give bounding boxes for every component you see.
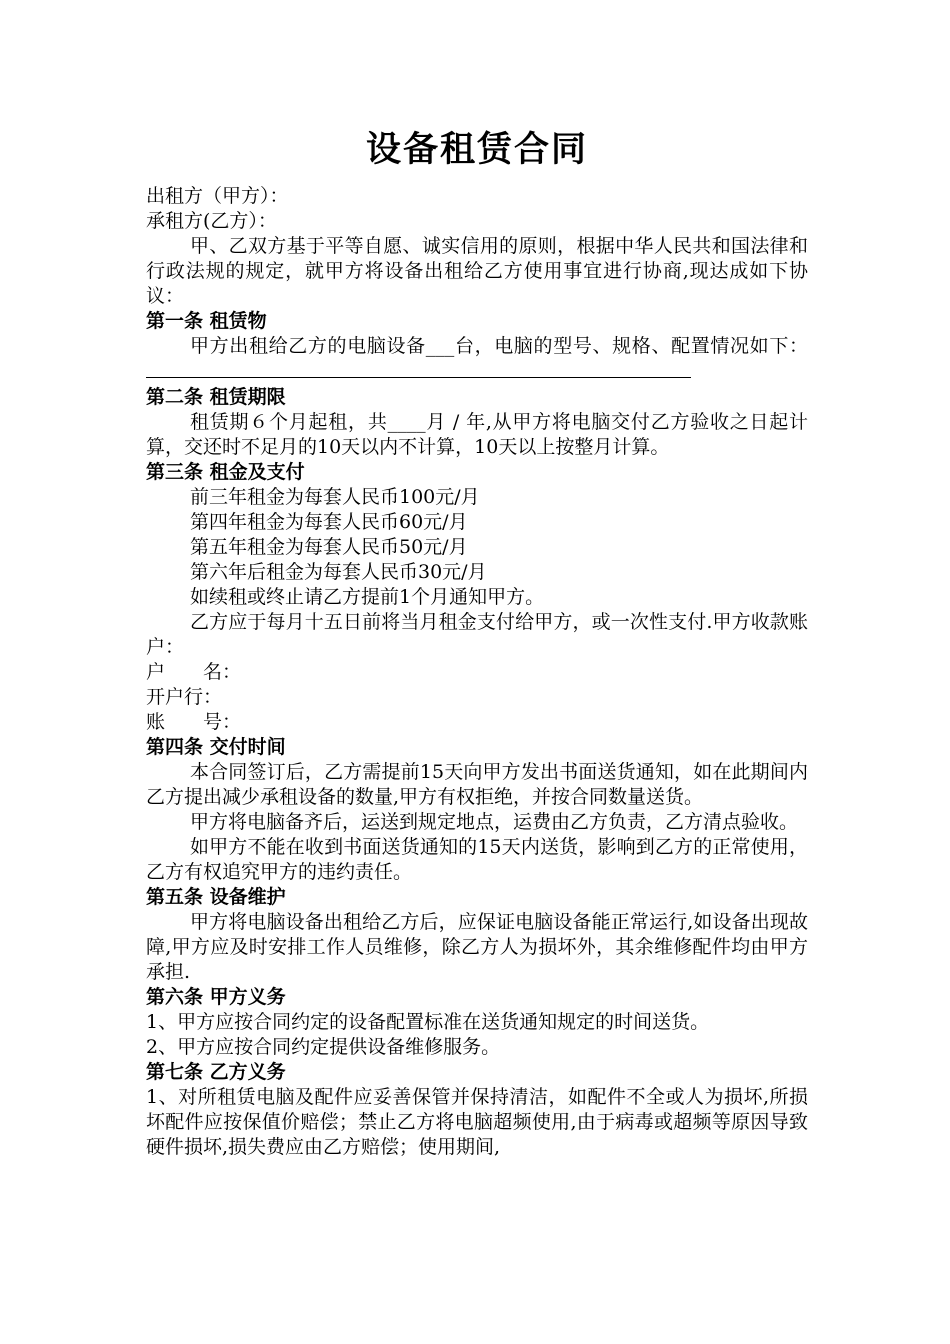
article4-paragraph: 甲方将电脑备齐后，运送到规定地点，运费由乙方负责，乙方清点验收。 xyxy=(190,811,799,833)
account-number-line: 账 号： xyxy=(146,711,242,733)
article3-heading: 第三条 租金及支付 xyxy=(146,461,305,483)
lessor-line: 出租方（甲方）： xyxy=(146,185,289,207)
article3-line: 第四年租金为每套人民币60元/月 xyxy=(190,511,468,533)
article2-text: 租赁期６个月起租，共____月 / 年,从甲方将电脑交付乙方验收之日起计算，交还时不足月的10天以内不计算，10天以上按整月计算。 xyxy=(146,411,808,458)
article6-item: 2、甲方应按合同约定提供设备维修服务。 xyxy=(146,1036,501,1058)
article1-text-body: 甲方出租给乙方的电脑设备___台，电脑的型号、规格、配置情况如下： xyxy=(190,335,808,357)
article7-heading: 第七条 乙方义务 xyxy=(146,1061,286,1083)
article6-heading: 第六条 甲方义务 xyxy=(146,986,286,1008)
article4-paragraph: 本合同签订后，乙方需提前15天向甲方发出书面送货通知，如在此期间内乙方提出减少承租设备的数量,甲方有权拒绝，并按合同数量送货。 xyxy=(146,761,808,808)
article7-text: 1、对所租赁电脑及配件应妥善保管并保持清洁，如配件不全或人为损坏,所损坏配件应按保值价赔偿；禁止乙方将电脑超频使用,由于病毒或超频等原因导致硬件损坏,损失费应由乙方赔偿；使用期间, xyxy=(146,1086,808,1158)
article1-heading: 第一条 租赁物 xyxy=(146,310,267,332)
article1-fill-blank xyxy=(146,359,691,378)
contract-page xyxy=(146,118,808,1160)
lessee-line: 承租方(乙方）： xyxy=(146,210,277,232)
article3-line: 前三年租金为每套人民币100元/月 xyxy=(190,486,480,508)
document-title: 设备租赁合同 xyxy=(365,130,588,170)
article5-heading: 第五条 设备维护 xyxy=(146,886,286,908)
article3-line: 第六年后租金为每套人民币30元/月 xyxy=(190,561,487,583)
article3-line: 乙方应于每月十五日前将当月租金支付给甲方，或一次性支付.甲方收款账户： xyxy=(146,611,808,658)
article3-line: 如续租或终止请乙方提前1个月通知甲方。 xyxy=(190,586,545,608)
article1-text xyxy=(146,334,808,385)
article4-paragraph: 如甲方不能在收到书面送货通知的15天内送货，影响到乙方的正常使用，乙方有权追究甲方的违约责任。 xyxy=(146,836,808,883)
article3-line: 第五年租金为每套人民币50元/月 xyxy=(190,536,468,558)
article2-heading: 第二条 租赁期限 xyxy=(146,386,286,408)
preamble: 甲、乙双方基于平等自愿、诚实信用的原则，根据中华人民共和国法律和行政法规的规定，就甲方将设备出租给乙方使用事宜进行协商,现达成如下协议： xyxy=(146,235,808,307)
article6-item: 1、甲方应按合同约定的设备配置标准在送货通知规定的时间送货。 xyxy=(146,1011,710,1033)
article5-text: 甲方将电脑设备出租给乙方后，应保证电脑设备能正常运行,如设备出现故障,甲方应及时安排工作人员维修，除乙方人为损坏外，其余维修配件均由甲方承担. xyxy=(146,911,808,983)
bank-line: 开户行： xyxy=(146,686,223,708)
article4-heading: 第四条 交付时间 xyxy=(146,736,286,758)
account-name-line: 户 名： xyxy=(146,661,242,683)
